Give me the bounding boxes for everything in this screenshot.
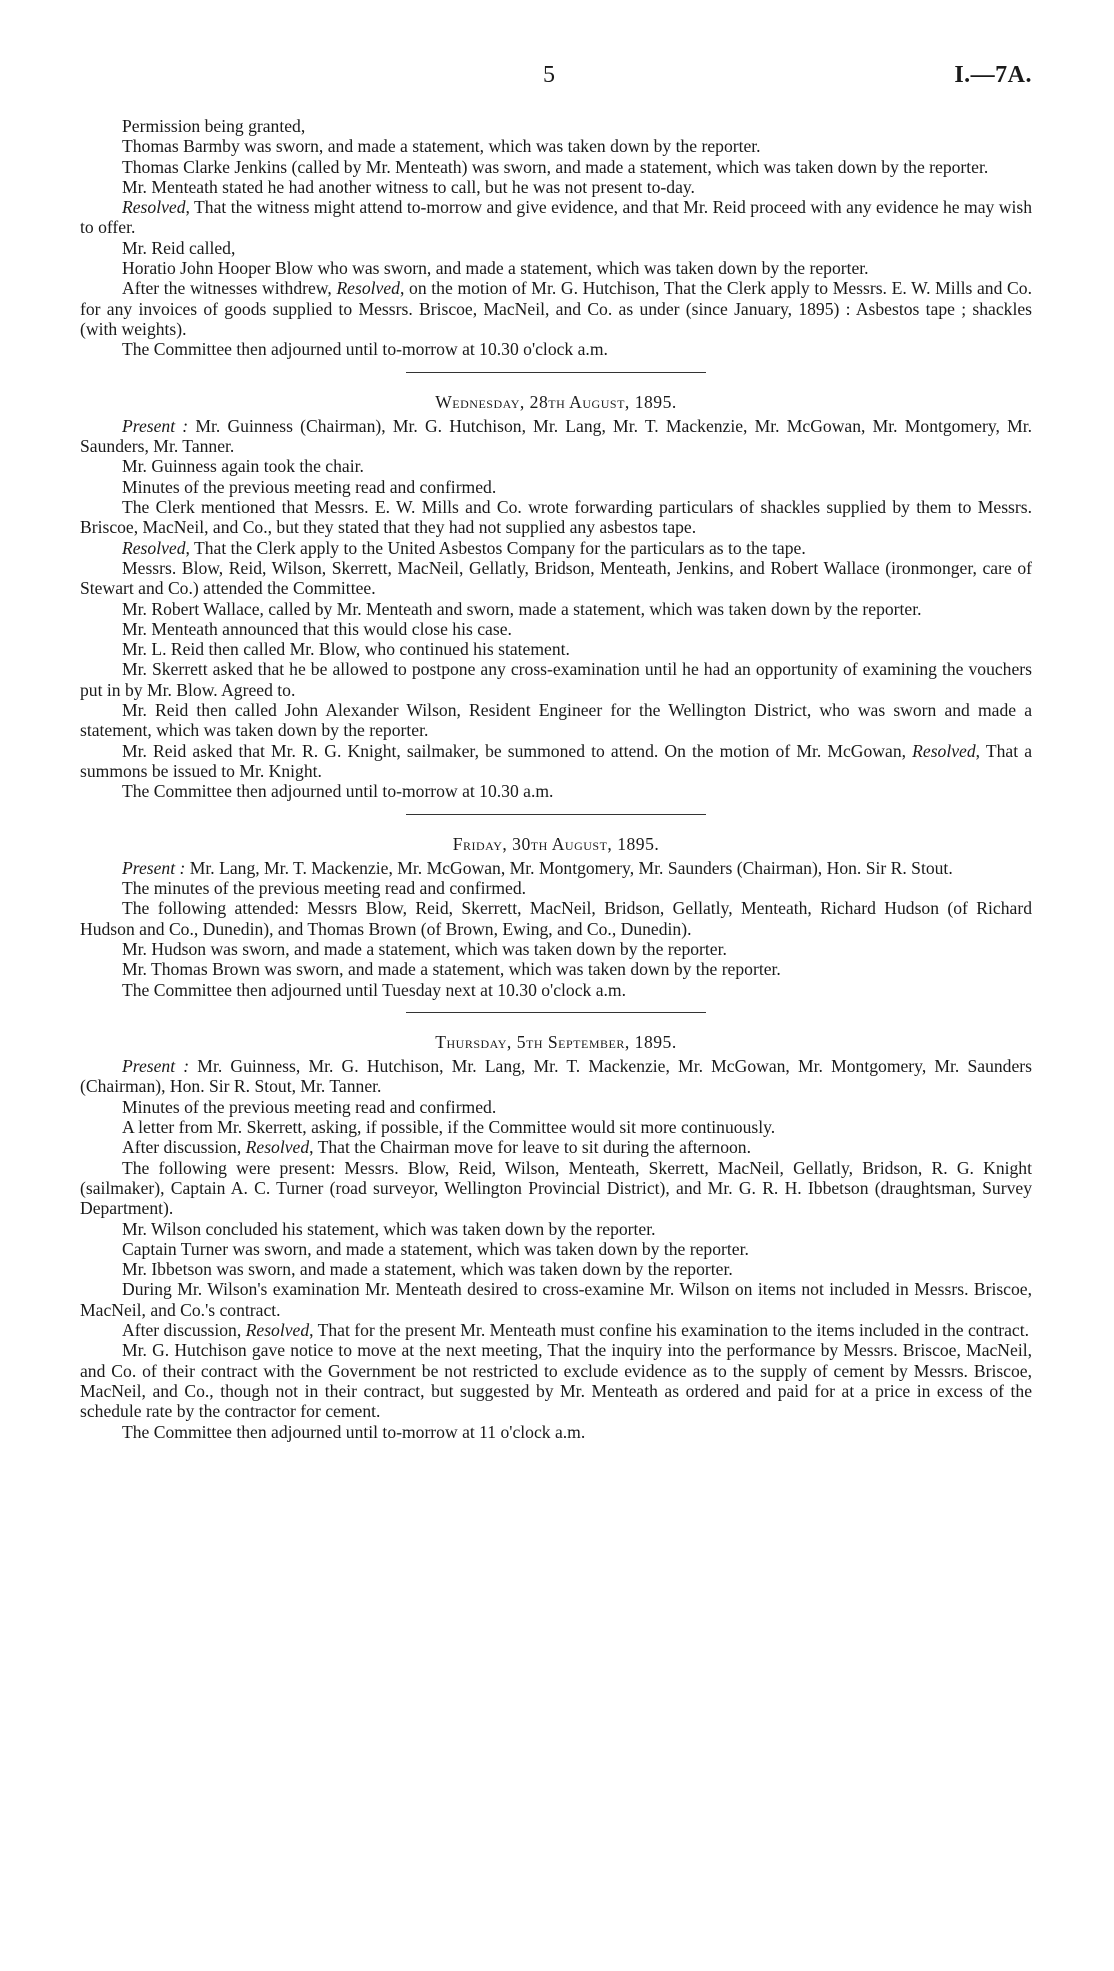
minutes-paragraph (80, 878, 1032, 898)
text-run: During Mr. Wilson's examination Mr. Menteath desired to cross-examine Mr. Wilson on items not included in Messrs. Briscoe, MacNeil, and Co.'s contract. (80, 1279, 1032, 1320)
minutes-paragraph (80, 497, 1032, 538)
section-divider (406, 372, 706, 373)
text-run: Mr. Menteath stated he had another witness to call, but he was not present to-day. (122, 176, 695, 197)
italic-text-run: Resolved (245, 1320, 310, 1341)
text-run: A letter from Mr. Skerrett, asking, if possible, if the Committee would sit more continuously. (122, 1117, 776, 1138)
text-run: The Committee then adjourned until to-morrow at 10.30 o'clock a.m. (122, 339, 608, 360)
minutes-session (80, 372, 1032, 802)
text-run: Mr. Skerrett asked that he be allowed to postpone any cross-examination until he had an opportunity of examining the vouchers put in by Mr. Blow. Agreed to. (80, 659, 1032, 700)
text-run: The minutes of the previous meeting read and confirmed. (122, 878, 527, 899)
text-run: Permission being granted, (122, 116, 306, 136)
text-run: Mr. Guinness (Chairman), Mr. G. Hutchison, Mr. Lang, Mr. T. Mackenzie, Mr. McGowan, Mr. Montgomery, Mr. Saunders, Mr. Tanner. (80, 415, 1032, 457)
italic-text-run: Present : (122, 1056, 190, 1077)
minutes-paragraph (80, 197, 1032, 238)
minutes-paragraph (80, 959, 1032, 979)
minutes-paragraph (80, 136, 1032, 156)
session-date-heading: Thursday, 5th September, 1895. (435, 1031, 677, 1052)
text-run: Captain Turner was sworn, and made a statement, which was taken down by the reporter. (122, 1238, 749, 1259)
session-date-heading: Friday, 30th August, 1895. (452, 833, 660, 854)
text-run: Mr. Reid asked that Mr. R. G. Knight, sailmaker, be summoned to attend. On the motion of Mr. McGowan, (122, 740, 913, 761)
minutes-paragraph (80, 939, 1032, 959)
section-divider (406, 1012, 706, 1013)
minutes-paragraph (80, 1219, 1032, 1239)
text-run: Mr. Reid called, (122, 237, 236, 258)
minutes-paragraph (80, 456, 1032, 476)
text-run: Mr. Guinness, Mr. G. Hutchison, Mr. Lang, Mr. T. Mackenzie, Mr. McGowan, Mr. Montgomery, Mr. Saunders (Chairman), Hon. Sir R. Stout, Mr. Tanner. (80, 1056, 1032, 1097)
text-run: Thomas Clarke Jenkins (called by Mr. Menteath) was sworn, and made a statement, which was taken down by the reporter. (122, 156, 989, 177)
minutes-paragraph (80, 1239, 1032, 1259)
text-run: Mr. Robert Wallace, called by Mr. Menteath and sworn, made a statement, which was taken down by the reporter. (122, 598, 922, 619)
text-run: Mr. Hudson was sworn, and made a statement, which was taken down by the reporter. (122, 938, 727, 959)
minutes-paragraph (80, 416, 1032, 457)
minutes-paragraph (80, 157, 1032, 177)
minutes-paragraph (80, 278, 1032, 339)
text-run: Mr. Wilson concluded his statement, which was taken down by the reporter. (122, 1218, 656, 1239)
page-number: 5 (543, 62, 555, 88)
minutes-paragraph (80, 858, 1032, 878)
text-run: The Committee then adjourned until Tuesday next at 10.30 o'clock a.m. (122, 979, 627, 1000)
text-run: Mr. Guinness again took the chair. (122, 456, 364, 477)
italic-text-run: Resolved (245, 1137, 310, 1158)
text-run: Messrs. Blow, Reid, Wilson, Skerrett, MacNeil, Gellatly, Bridson, Menteath, Jenkins, and Robert Wallace (ironmonger, care of Stewart and Co.) attended the Committee. (80, 557, 1032, 599)
minutes-session (80, 1012, 1032, 1442)
italic-text-run: Resolved (122, 197, 186, 218)
text-run: The Clerk mentioned that Messrs. E. W. Mills and Co. wrote forwarding particulars of shackles supplied by them to Messrs. Briscoe, MacNeil, and Co., but they stated that they had not supplied any asbestos tape. (80, 497, 1032, 538)
minutes-paragraph (80, 1056, 1032, 1097)
text-run: , on the motion of Mr. G. Hutchison, That the Clerk apply to Messrs. E. W. Mills and Co. for any invoices of goods supplied to Messrs. Briscoe, MacNeil, and Co. as under (since January, 1895) : Asbestos tape ; shackles (with weights). (80, 278, 1032, 339)
text-run: The Committee then adjourned until to-morrow at 10.30 a.m. (122, 781, 554, 802)
text-run: Horatio John Hooper Blow who was sworn, and made a statement, which was taken down by the reporter. (122, 258, 869, 279)
text-run: After discussion, (122, 1137, 246, 1158)
text-run: Mr. Thomas Brown was sworn, and made a statement, which was taken down by the reporter. (122, 959, 781, 980)
text-run: Thomas Barmby was sworn, and made a statement, which was taken down by the reporter. (122, 136, 761, 157)
minutes-paragraph (80, 258, 1032, 278)
minutes-paragraph (80, 639, 1032, 659)
minutes-paragraph (80, 599, 1032, 619)
minutes-paragraph (80, 1158, 1032, 1219)
text-run: The Committee then adjourned until to-morrow at 11 o'clock a.m. (122, 1421, 586, 1442)
minutes-paragraph (80, 619, 1032, 639)
text-run: , That for the present Mr. Menteath must confine his examination to the items included in the contract. (309, 1320, 1030, 1341)
text-run: , That the Clerk apply to the United Asbestos Company for the particulars as to the tape. (185, 537, 806, 558)
text-run: Mr. Ibbetson was sworn, and made a statement, which was taken down by the reporter. (122, 1259, 733, 1280)
minutes-paragraph (80, 558, 1032, 599)
minutes-paragraph (80, 116, 1032, 136)
session-date-heading: Wednesday, 28th August, 1895. (435, 391, 677, 412)
text-run: The following were present: Messrs. Blow, Reid, Wilson, Menteath, Skerrett, MacNeil, Gellatly, Bridson, R. G. Knight (sailmaker), Captain A. C. Turner (road surveyor, Wellington Provincial District), and Mr. G. R. H. Ibbetson (draughtsman, Survey Department). (80, 1157, 1032, 1219)
text-run: Mr. Reid then called John Alexander Wilson, Resident Engineer for the Wellington District, who was sworn and made a statement, which was taken down by the reporter. (80, 700, 1032, 741)
text-run: The following attended: Messrs Blow, Reid, Skerrett, MacNeil, Bridson, Gellatly, Menteath, Richard Hudson (of Richard Hudson and Co., Dunedin), and Thomas Brown (of Brown, Ewing, and Co., Dunedin). (80, 898, 1032, 939)
minutes-paragraph (80, 477, 1032, 497)
document-reference: I.—7A. (954, 62, 1032, 88)
text-run: Mr. L. Reid then called Mr. Blow, who continued his statement. (122, 639, 570, 660)
page-header (0, 62, 1114, 92)
minutes-paragraph (80, 177, 1032, 197)
minutes-paragraph (80, 741, 1032, 782)
minutes-session (80, 116, 1032, 360)
italic-text-run: Resolved (912, 740, 976, 761)
minutes-session (80, 814, 1032, 1000)
italic-text-run: Present : (122, 857, 186, 878)
minutes-paragraph (80, 238, 1032, 258)
minutes-paragraph (80, 1117, 1032, 1137)
minutes-paragraph (80, 538, 1032, 558)
text-run: Minutes of the previous meeting read and confirmed. (122, 476, 497, 497)
minutes-paragraph (80, 1137, 1032, 1157)
minutes-paragraph (80, 1259, 1032, 1279)
minutes-paragraph (80, 700, 1032, 741)
text-run: Mr. Lang, Mr. T. Mackenzie, Mr. McGowan, Mr. Montgomery, Mr. Saunders (Chairman), Hon. Sir R. Stout. (185, 857, 953, 878)
section-divider (406, 814, 706, 815)
text-run: After discussion, (122, 1320, 246, 1341)
minutes-paragraph (80, 659, 1032, 700)
minutes-paragraph (80, 898, 1032, 939)
text-run: Minutes of the previous meeting read and confirmed. (122, 1096, 497, 1117)
text-run: Mr. G. Hutchison gave notice to move at the next meeting, That the inquiry into the performance by Messrs. Briscoe, MacNeil, and Co. of their contract with the Government be not restricted to exclude evidence as to the supply of cement by Messrs. Briscoe, MacNeil, and Co., though not in their contract, but suggested by Mr. Menteath as ordered and paid for at a price in excess of the schedule rate by the contractor for cement. (80, 1340, 1032, 1422)
minutes-paragraph (80, 1279, 1032, 1320)
italic-text-run: Resolved (336, 278, 400, 299)
minutes-paragraph (80, 781, 1032, 801)
text-run: , That the Chairman move for leave to sit during the afternoon. (309, 1137, 751, 1158)
minutes-paragraph (80, 1320, 1032, 1340)
minutes-paragraph (80, 1097, 1032, 1117)
italic-text-run: Present : (122, 415, 189, 436)
minutes-paragraph (80, 1340, 1032, 1421)
document-body (80, 116, 1032, 1442)
text-run: After the witnesses withdrew, (122, 278, 337, 299)
minutes-paragraph (80, 980, 1032, 1000)
minutes-paragraph (80, 1422, 1032, 1442)
italic-text-run: Resolved (122, 537, 186, 558)
text-run: , That the witness might attend to-morrow and give evidence, and that Mr. Reid proceed with any evidence he may wish to offer. (80, 197, 1032, 238)
text-run: Mr. Menteath announced that this would close his case. (122, 618, 512, 639)
minutes-paragraph (80, 339, 1032, 359)
text-run: , That a summons be issued to Mr. Knight. (80, 740, 1032, 781)
